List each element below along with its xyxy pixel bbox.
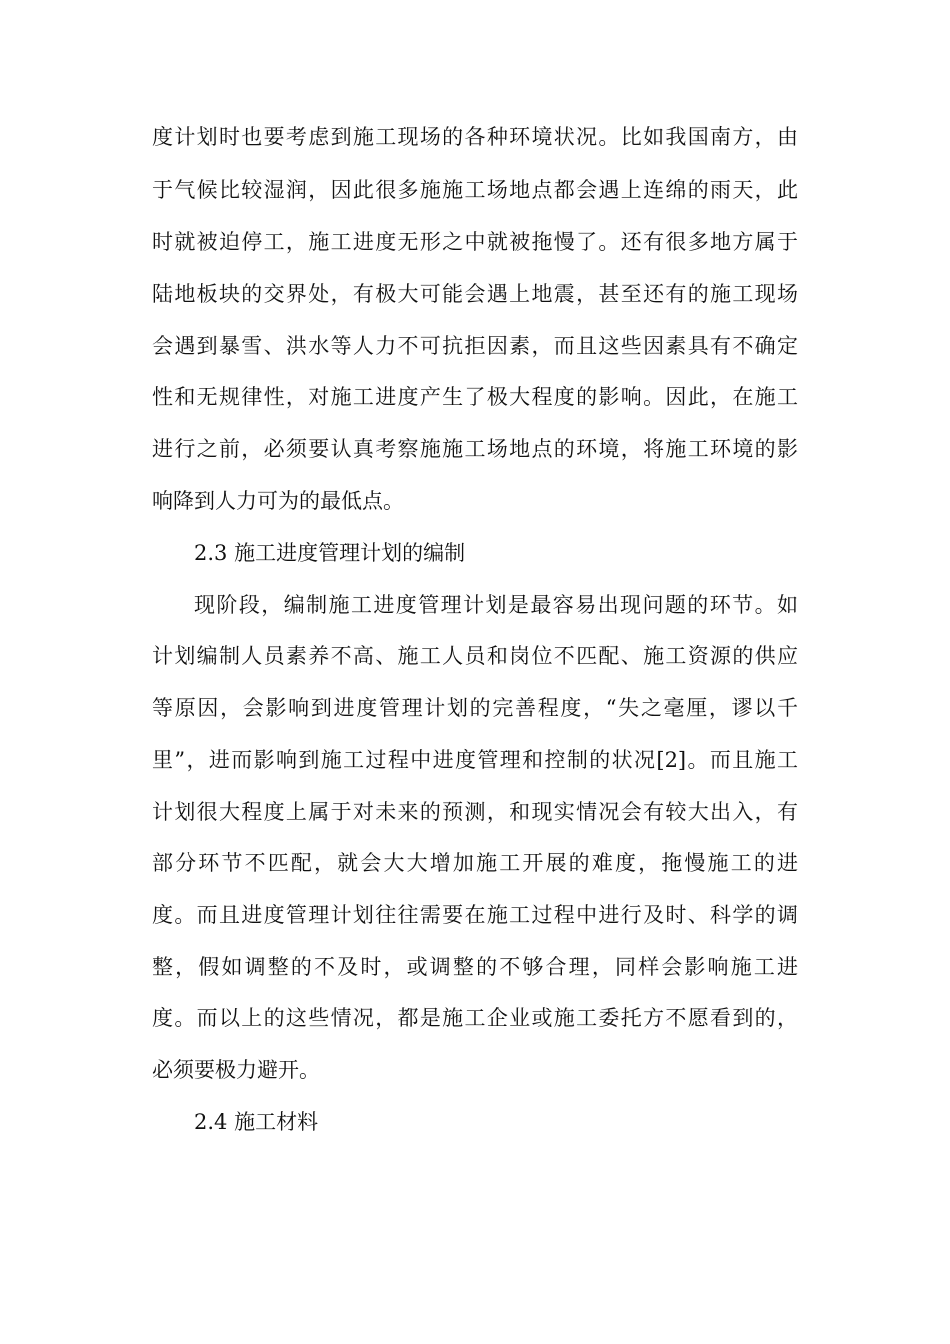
paragraph-2-line-3: 等原因，会影响到进度管理计划的完善程度，“失之毫厘，谬以千 — [152, 696, 798, 720]
paragraph-1-line-3: 时就被迫停工，施工进度无形之中就被拖慢了。还有很多地方属于 — [152, 230, 798, 254]
section-heading-2-3: 2.3 施工进度管理计划的编制 — [194, 541, 466, 565]
paragraph-2-line-6: 部分环节不匹配，就会大大增加施工开展的难度，拖慢施工的进 — [152, 851, 798, 875]
paragraph-1-line-6: 性和无规律性，对施工进度产生了极大程度的影响。因此，在施工 — [152, 385, 798, 409]
paragraph-2-line-5: 计划很大程度上属于对未来的预测，和现实情况会有较大出入，有 — [152, 800, 798, 824]
paragraph-1-line-1: 度计划时也要考虑到施工现场的各种环境状况。比如我国南方，由 — [152, 125, 798, 149]
paragraph-2-line-1: 现阶段，编制施工进度管理计划是最容易出现问题的环节。如 — [194, 593, 798, 617]
paragraph-2-line-4: 里”，进而影响到施工过程中进度管理和控制的状况[2]。而且施工 — [152, 748, 798, 772]
paragraph-2-line-7: 度。而且进度管理计划往往需要在施工过程中进行及时、科学的调 — [152, 903, 798, 927]
paragraph-1-line-4: 陆地板块的交界处，有极大可能会遇上地震，甚至还有的施工现场 — [152, 282, 798, 306]
section-heading-2-4: 2.4 施工材料 — [194, 1110, 319, 1134]
paragraph-1-line-5: 会遇到暴雪、洪水等人力不可抗拒因素，而且这些因素具有不确定 — [152, 334, 798, 358]
paragraph-2-line-2: 计划编制人员素养不高、施工人员和岗位不匹配、施工资源的供应 — [152, 644, 798, 668]
paragraph-1-line-7: 进行之前，必须要认真考察施施工场地点的环境，将施工环境的影 — [152, 437, 798, 461]
paragraph-1-line-2: 于气候比较湿润，因此很多施施工场地点都会遇上连绵的雨天，此 — [152, 178, 798, 202]
paragraph-2-line-9: 度。而以上的这些情况，都是施工企业或施工委托方不愿看到的， — [152, 1006, 798, 1030]
paragraph-2-line-8: 整，假如调整的不及时，或调整的不够合理，同样会影响施工进 — [152, 955, 798, 979]
paragraph-1-line-8: 响降到人力可为的最低点。 — [152, 489, 404, 513]
paragraph-2-line-10: 必须要极力避开。 — [152, 1058, 320, 1082]
